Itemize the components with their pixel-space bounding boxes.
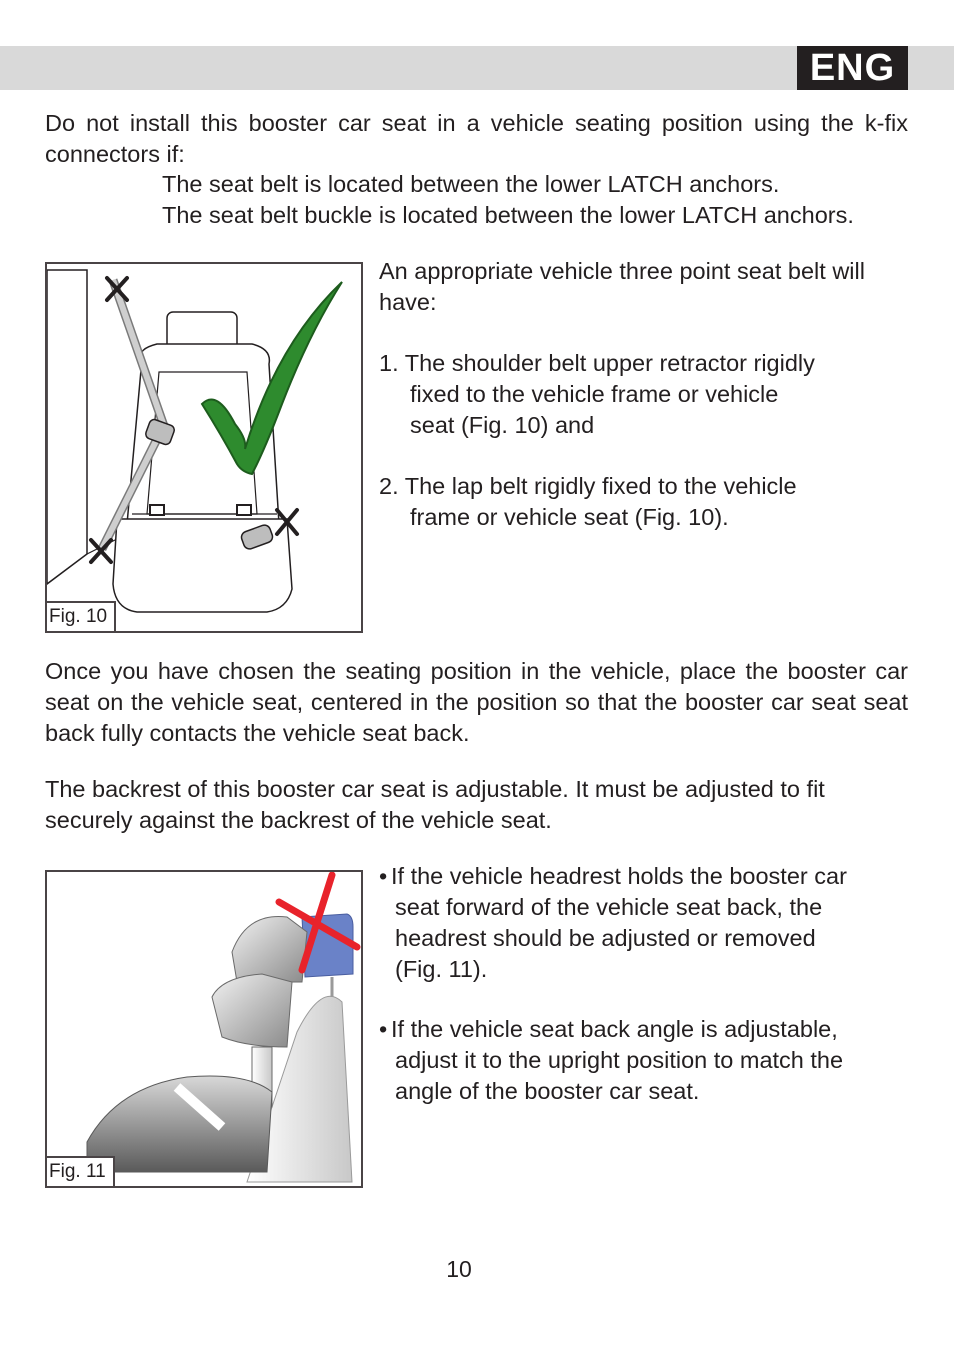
headrest-bullet-line-3: headrest should be adjusted or removed — [395, 925, 816, 951]
seat-back-bullet-line-3: angle of the booster car seat. — [395, 1078, 700, 1104]
headrest-bullet-line-4: (Fig. 11). — [395, 956, 488, 982]
bullet-icon: • — [379, 1016, 388, 1042]
headrest-illustration — [47, 872, 361, 1186]
figure-11 — [45, 870, 363, 1188]
page-number: 10 — [446, 1256, 472, 1282]
headrest-bullet-line-2: seat forward of the vehicle seat back, the — [395, 894, 823, 920]
belt-requirements-lead: An appropriate vehicle three point seat belt will have: — [379, 258, 865, 315]
requirement-2 — [379, 471, 914, 533]
seat-back-bullet-line-2: adjust it to the upright position to match the — [395, 1047, 844, 1073]
figure-11-label: Fig. 11 — [47, 1156, 115, 1186]
headrest-bullet — [379, 861, 914, 985]
seat-belt-illustration — [47, 264, 361, 631]
requirement-1 — [379, 348, 914, 441]
headrest-bullet-line-1: If the vehicle headrest holds the booster car — [391, 863, 847, 889]
bullet-icon: • — [379, 863, 388, 889]
requirement-2-number: 2. — [379, 473, 399, 499]
requirement-1-line-3: seat (Fig. 10) and — [410, 412, 595, 438]
requirement-2-line-2: frame or vehicle seat (Fig. 10). — [410, 504, 729, 530]
seat-back-bullet-line-1: If the vehicle seat back angle is adjustable, — [391, 1016, 838, 1042]
intro-text: Do not install this booster car seat in a vehicle seating position using the k-fix connectors if: — [45, 110, 908, 167]
requirement-1-line-1: The shoulder belt upper retractor rigidly — [404, 350, 815, 376]
language-badge: ENG — [797, 46, 908, 90]
condition-seat-belt: The seat belt is located between the lower LATCH anchors. — [162, 171, 780, 197]
requirement-2-line-1: The lap belt rigidly fixed to the vehicle — [404, 473, 797, 499]
figure-10-label: Fig. 10 — [47, 601, 116, 631]
placement-text: Once you have chosen the seating position in the vehicle, place the booster car seat on the vehicle seat, centered in the position so that the booster car seat seat back fully contacts the vehicle seat back. — [45, 658, 908, 746]
condition-belt-buckle: The seat belt buckle is located between the lower LATCH anchors. — [162, 202, 854, 228]
figure-10 — [45, 262, 363, 633]
requirement-1-number: 1. — [379, 350, 399, 376]
requirement-1-line-2: fixed to the vehicle frame or vehicle — [410, 381, 779, 407]
seat-back-angle-bullet — [379, 1014, 914, 1107]
backrest-text: The backrest of this booster car seat is adjustable. It must be adjusted to fit securely against the backrest of the vehicle seat. — [45, 776, 825, 833]
